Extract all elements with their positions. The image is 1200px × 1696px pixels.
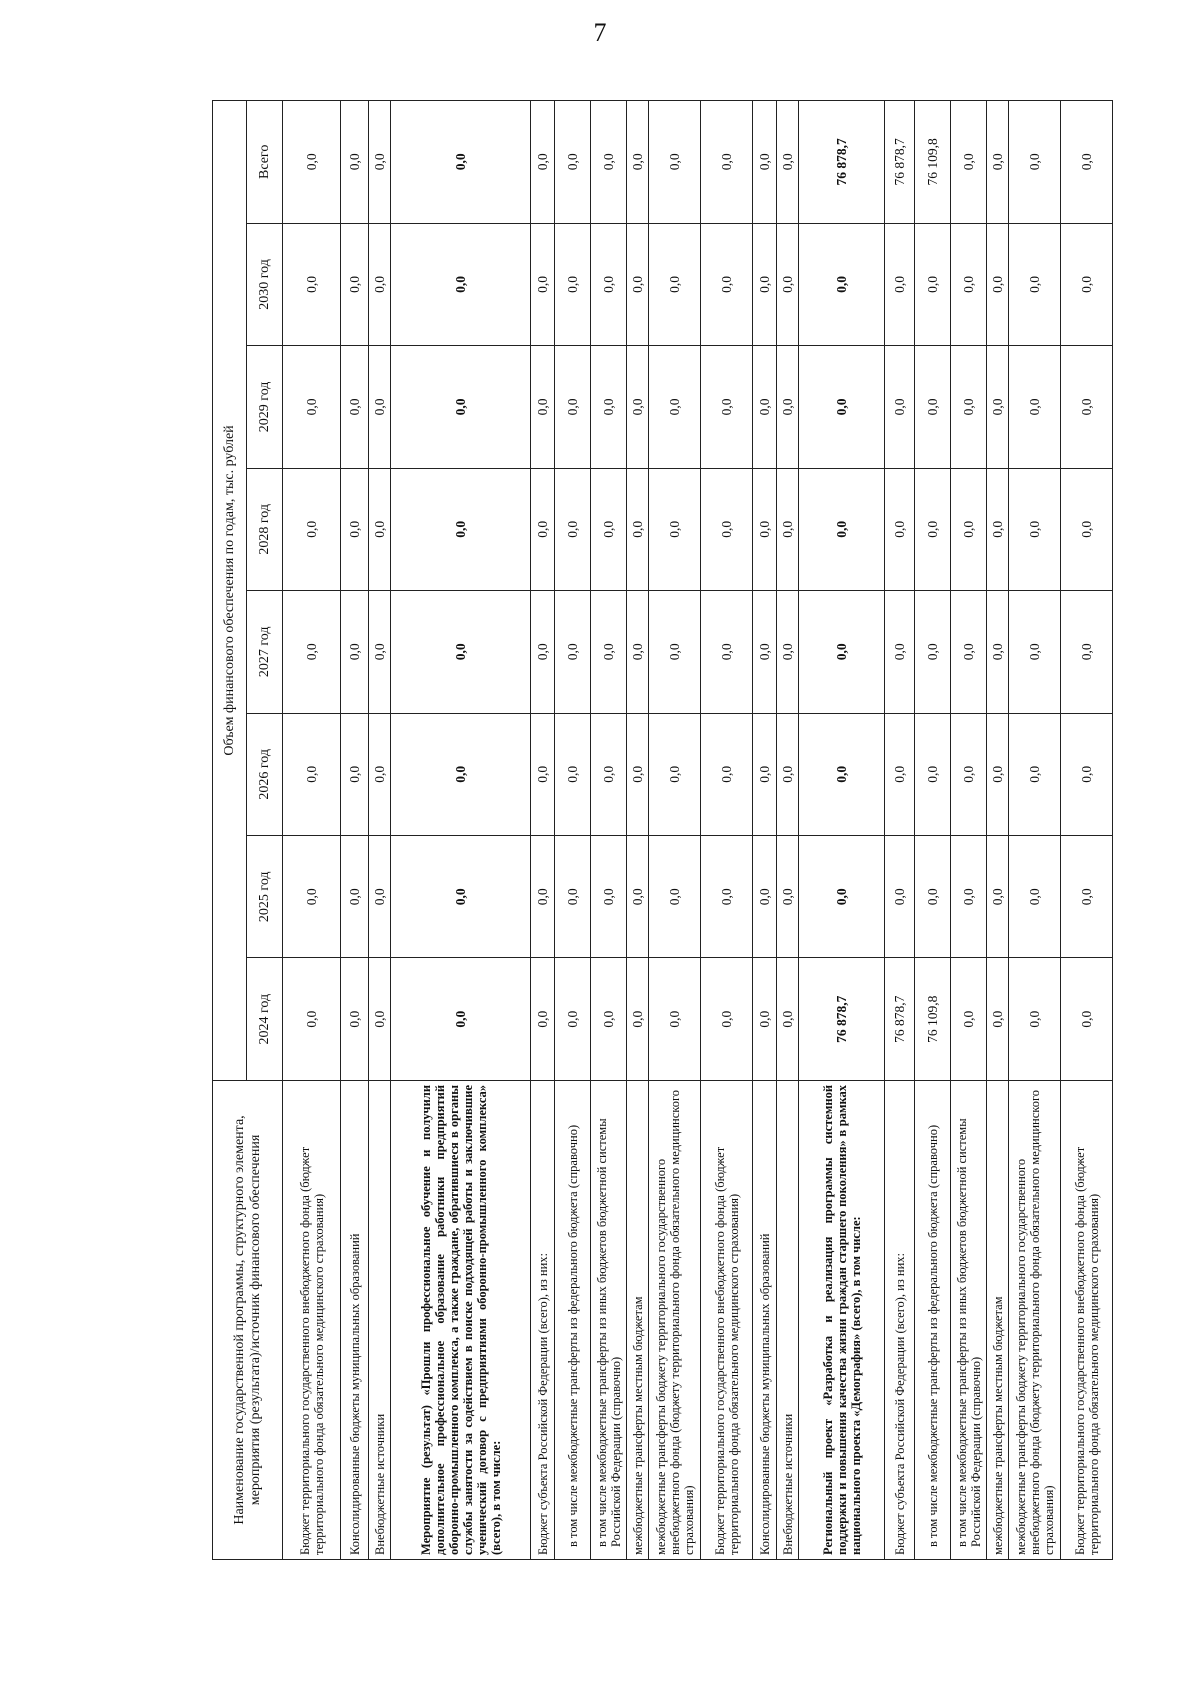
row-value-cell: 0,0	[1009, 223, 1061, 345]
row-source-name: межбюджетные трансферты местным бюджетам	[627, 1080, 649, 1559]
row-value-cell: 0,0	[649, 958, 701, 1080]
header-volume-title: Объем финансового обеспечения по годам, тыс. рублей	[213, 101, 247, 1081]
row-value-cell: 0,0	[391, 958, 531, 1080]
row-value-cell: 0,0	[951, 101, 987, 224]
row-value-cell: 0,0	[555, 468, 591, 590]
row-value-cell: 0,0	[701, 591, 753, 713]
header-year-2026: 2026 год	[247, 713, 283, 835]
row-value-cell: 0,0	[777, 346, 799, 468]
table-row	[341, 101, 369, 1560]
row-value-cell: 0,0	[915, 591, 951, 713]
row-value-cell: 0,0	[369, 346, 391, 468]
row-source-name: Бюджет субъекта Российской Федерации (всего), из них:	[885, 1080, 915, 1559]
row-value-cell: 0,0	[1009, 591, 1061, 713]
row-value-cell: 0,0	[885, 468, 915, 590]
row-value-cell: 0,0	[627, 958, 649, 1080]
row-value-cell: 0,0	[753, 468, 777, 590]
row-value-cell: 0,0	[391, 713, 531, 835]
header-year-2028: 2028 год	[247, 468, 283, 590]
row-value-cell: 76 878,7	[885, 101, 915, 224]
row-source-name: в том числе межбюджетные трансферты из иных бюджетов бюджетной системы Российской Федерации (справочно)	[951, 1080, 987, 1559]
row-value-cell: 0,0	[391, 346, 531, 468]
row-value-cell: 0,0	[341, 591, 369, 713]
row-value-cell: 0,0	[987, 468, 1009, 590]
row-value-cell: 0,0	[951, 591, 987, 713]
row-value-cell: 0,0	[777, 591, 799, 713]
row-value-cell: 0,0	[777, 468, 799, 590]
row-value-cell: 0,0	[951, 468, 987, 590]
row-value-cell: 76 109,8	[915, 101, 951, 224]
row-value-cell: 0,0	[915, 468, 951, 590]
funding-table	[212, 100, 1113, 1560]
row-value-cell: 0,0	[1009, 346, 1061, 468]
row-value-cell: 0,0	[701, 101, 753, 224]
row-value-cell: 0,0	[591, 591, 627, 713]
row-value-cell: 76 878,7	[799, 101, 885, 224]
row-value-cell: 0,0	[649, 346, 701, 468]
row-value-cell: 0,0	[283, 346, 341, 468]
row-value-cell: 0,0	[369, 223, 391, 345]
row-value-cell: 0,0	[701, 836, 753, 958]
row-value-cell: 0,0	[531, 346, 555, 468]
row-source-name: Бюджет территориального государственного внебюджетного фонда (бюджет территориального фонда обязательного медицинского страхования)	[701, 1080, 753, 1559]
row-value-cell: 0,0	[283, 101, 341, 224]
row-value-cell: 0,0	[1061, 468, 1113, 590]
row-value-cell: 0,0	[915, 836, 951, 958]
row-value-cell: 0,0	[531, 713, 555, 835]
row-value-cell: 0,0	[555, 591, 591, 713]
row-value-cell: 76 878,7	[885, 958, 915, 1080]
row-value-cell: 0,0	[627, 223, 649, 345]
row-value-cell: 0,0	[987, 346, 1009, 468]
table-row	[799, 101, 885, 1560]
row-value-cell: 0,0	[591, 836, 627, 958]
row-value-cell: 0,0	[369, 101, 391, 224]
header-year-2025: 2025 год	[247, 836, 283, 958]
row-value-cell: 0,0	[555, 958, 591, 1080]
row-value-cell: 0,0	[885, 836, 915, 958]
table-row	[531, 101, 555, 1560]
row-value-cell: 0,0	[701, 223, 753, 345]
row-value-cell: 0,0	[987, 713, 1009, 835]
table-row	[555, 101, 591, 1560]
row-value-cell: 0,0	[1061, 836, 1113, 958]
row-value-cell: 0,0	[753, 101, 777, 224]
row-value-cell: 0,0	[531, 223, 555, 345]
row-value-cell: 0,0	[591, 101, 627, 224]
row-value-cell: 0,0	[753, 958, 777, 1080]
row-value-cell: 0,0	[531, 958, 555, 1080]
row-value-cell: 0,0	[1061, 591, 1113, 713]
row-value-cell: 0,0	[799, 468, 885, 590]
row-value-cell: 0,0	[649, 713, 701, 835]
table-row	[283, 101, 341, 1560]
row-value-cell: 0,0	[531, 101, 555, 224]
table-row	[391, 101, 531, 1560]
row-value-cell: 0,0	[987, 958, 1009, 1080]
row-value-cell: 0,0	[1061, 346, 1113, 468]
row-value-cell: 0,0	[283, 836, 341, 958]
row-value-cell: 0,0	[1009, 101, 1061, 224]
row-value-cell: 0,0	[951, 223, 987, 345]
row-value-cell: 0,0	[283, 591, 341, 713]
row-value-cell: 0,0	[341, 101, 369, 224]
row-value-cell: 0,0	[341, 468, 369, 590]
row-value-cell: 0,0	[555, 223, 591, 345]
row-value-cell: 0,0	[591, 958, 627, 1080]
row-value-cell: 0,0	[283, 713, 341, 835]
row-value-cell: 0,0	[555, 101, 591, 224]
table-row	[627, 101, 649, 1560]
row-value-cell: 0,0	[753, 346, 777, 468]
row-value-cell: 0,0	[753, 713, 777, 835]
table-row	[987, 101, 1009, 1560]
table-row	[701, 101, 753, 1560]
row-value-cell: 0,0	[777, 958, 799, 1080]
table-row	[951, 101, 987, 1560]
row-source-name: Бюджет территориального государственного внебюджетного фонда (бюджет территориального фонда обязательного медицинского страхования)	[1061, 1080, 1113, 1559]
row-value-cell: 0,0	[701, 958, 753, 1080]
row-value-cell: 0,0	[915, 713, 951, 835]
row-source-name: в том числе межбюджетные трансферты из федерального бюджета (справочно)	[555, 1080, 591, 1559]
row-value-cell: 0,0	[753, 223, 777, 345]
row-value-cell: 0,0	[555, 836, 591, 958]
row-value-cell: 0,0	[369, 591, 391, 713]
row-value-cell: 0,0	[369, 468, 391, 590]
row-value-cell: 0,0	[1061, 713, 1113, 835]
table-row	[753, 101, 777, 1560]
row-source-name: межбюджетные трансферты бюджету территориального государственного внебюджетного фонда (бюджету территориального фонда обязательного медицинского страхования)	[649, 1080, 701, 1559]
row-value-cell: 0,0	[369, 713, 391, 835]
row-value-cell: 0,0	[885, 713, 915, 835]
row-value-cell: 0,0	[1009, 713, 1061, 835]
row-value-cell: 0,0	[701, 713, 753, 835]
row-value-cell: 0,0	[951, 836, 987, 958]
row-source-name: Внебюджетные источники	[777, 1080, 799, 1559]
table-row	[885, 101, 915, 1560]
page-number: 7	[593, 18, 607, 47]
row-value-cell: 0,0	[753, 836, 777, 958]
row-value-cell: 0,0	[391, 223, 531, 345]
header-year-2029: 2029 год	[247, 346, 283, 468]
row-value-cell: 0,0	[885, 591, 915, 713]
row-value-cell: 0,0	[591, 468, 627, 590]
row-value-cell: 0,0	[915, 223, 951, 345]
row-source-name: в том числе межбюджетные трансферты из федерального бюджета (справочно)	[915, 1080, 951, 1559]
row-value-cell: 0,0	[987, 101, 1009, 224]
row-value-cell: 0,0	[987, 836, 1009, 958]
row-value-cell: 0,0	[649, 836, 701, 958]
row-source-name: Бюджет территориального государственного внебюджетного фонда (бюджет территориального фонда обязательного медицинского страхования)	[283, 1080, 341, 1559]
table-row	[591, 101, 627, 1560]
row-value-cell: 0,0	[701, 346, 753, 468]
row-value-cell: 0,0	[591, 223, 627, 345]
row-value-cell: 0,0	[777, 713, 799, 835]
row-value-cell: 0,0	[391, 468, 531, 590]
row-value-cell: 0,0	[591, 346, 627, 468]
row-value-cell: 0,0	[701, 468, 753, 590]
row-source-name: Мероприятие (результат) «Прошли профессиональное обучение и получили дополнительное профессиональное образование работники предприятий оборонно-промышленного комплекса, а также граждане, обратившиеся в органы службы занятости за содействием в поиске подходящей работы и заключившие ученический договор с предприятиями оборонно-промышленного комплекса» (всего), в том числе:	[391, 1080, 531, 1559]
row-value-cell: 0,0	[649, 101, 701, 224]
row-value-cell: 0,0	[1061, 101, 1113, 224]
row-value-cell: 0,0	[987, 223, 1009, 345]
row-value-cell: 0,0	[531, 836, 555, 958]
row-value-cell: 0,0	[649, 223, 701, 345]
row-value-cell: 0,0	[531, 591, 555, 713]
row-value-cell: 0,0	[1061, 223, 1113, 345]
row-source-name: Консолидированные бюджеты муниципальных образований	[341, 1080, 369, 1559]
row-value-cell: 0,0	[885, 223, 915, 345]
row-value-cell: 0,0	[1009, 958, 1061, 1080]
row-value-cell: 0,0	[341, 958, 369, 1080]
row-value-cell: 0,0	[777, 836, 799, 958]
header-year-2027: 2027 год	[247, 591, 283, 713]
row-value-cell: 0,0	[1009, 836, 1061, 958]
row-value-cell: 0,0	[777, 101, 799, 224]
row-value-cell: 0,0	[951, 713, 987, 835]
row-value-cell: 0,0	[627, 101, 649, 224]
row-value-cell: 0,0	[283, 223, 341, 345]
table-body	[283, 101, 1113, 1560]
row-value-cell: 0,0	[627, 713, 649, 835]
row-value-cell: 0,0	[627, 836, 649, 958]
row-value-cell: 0,0	[341, 836, 369, 958]
header-total: Всего	[247, 101, 283, 224]
row-source-name: в том числе межбюджетные трансферты из иных бюджетов бюджетной системы Российской Федерации (справочно)	[591, 1080, 627, 1559]
row-source-name: Внебюджетные источники	[369, 1080, 391, 1559]
row-value-cell: 0,0	[391, 836, 531, 958]
row-value-cell: 0,0	[649, 468, 701, 590]
row-value-cell: 0,0	[799, 346, 885, 468]
row-value-cell: 0,0	[951, 958, 987, 1080]
row-value-cell: 0,0	[341, 713, 369, 835]
header-year-2030: 2030 год	[247, 223, 283, 345]
header-name-column: Наименование государственной программы, структурного элемента, мероприятия (результата)/источник финансового обеспечения	[213, 1080, 283, 1559]
row-value-cell: 0,0	[369, 958, 391, 1080]
table-row	[777, 101, 799, 1560]
row-value-cell: 0,0	[627, 468, 649, 590]
row-value-cell: 0,0	[799, 836, 885, 958]
row-value-cell: 0,0	[799, 713, 885, 835]
row-value-cell: 76 109,8	[915, 958, 951, 1080]
table-row	[369, 101, 391, 1560]
row-source-name: межбюджетные трансферты местным бюджетам	[987, 1080, 1009, 1559]
row-source-name: Консолидированные бюджеты муниципальных образований	[753, 1080, 777, 1559]
row-value-cell: 0,0	[341, 346, 369, 468]
row-value-cell: 0,0	[987, 591, 1009, 713]
table-row	[1009, 101, 1061, 1560]
row-value-cell: 0,0	[531, 468, 555, 590]
row-value-cell: 0,0	[369, 836, 391, 958]
row-value-cell: 0,0	[555, 346, 591, 468]
row-value-cell: 0,0	[649, 591, 701, 713]
row-value-cell: 0,0	[391, 101, 531, 224]
row-value-cell: 0,0	[885, 346, 915, 468]
row-value-cell: 0,0	[555, 713, 591, 835]
header-year-2024: 2024 год	[247, 958, 283, 1080]
row-value-cell: 0,0	[951, 346, 987, 468]
row-value-cell: 0,0	[627, 346, 649, 468]
row-value-cell: 0,0	[799, 223, 885, 345]
row-value-cell: 0,0	[283, 958, 341, 1080]
row-value-cell: 0,0	[627, 591, 649, 713]
table-row	[915, 101, 951, 1560]
row-value-cell: 0,0	[915, 346, 951, 468]
row-value-cell: 0,0	[391, 591, 531, 713]
rotated-table-sheet	[212, 100, 1107, 1560]
row-value-cell: 0,0	[283, 468, 341, 590]
row-value-cell: 0,0	[1061, 958, 1113, 1080]
row-value-cell: 0,0	[777, 223, 799, 345]
row-source-name: Бюджет субъекта Российской Федерации (всего), из них:	[531, 1080, 555, 1559]
row-source-name: Региональный проект «Разработка и реализация программы системной поддержки и повышения качества жизни граждан старшего поколения» в рамках национального проекта «Демография» (всего), в том числе:	[799, 1080, 885, 1559]
row-value-cell: 76 878,7	[799, 958, 885, 1080]
table-row	[649, 101, 701, 1560]
row-source-name: межбюджетные трансферты бюджету территориального государственного внебюджетного фонда (бюджету территориального фонда обязательного медицинского страхования)	[1009, 1080, 1061, 1559]
row-value-cell: 0,0	[799, 591, 885, 713]
row-value-cell: 0,0	[591, 713, 627, 835]
row-value-cell: 0,0	[753, 591, 777, 713]
row-value-cell: 0,0	[341, 223, 369, 345]
table-row	[1061, 101, 1113, 1560]
row-value-cell: 0,0	[1009, 468, 1061, 590]
